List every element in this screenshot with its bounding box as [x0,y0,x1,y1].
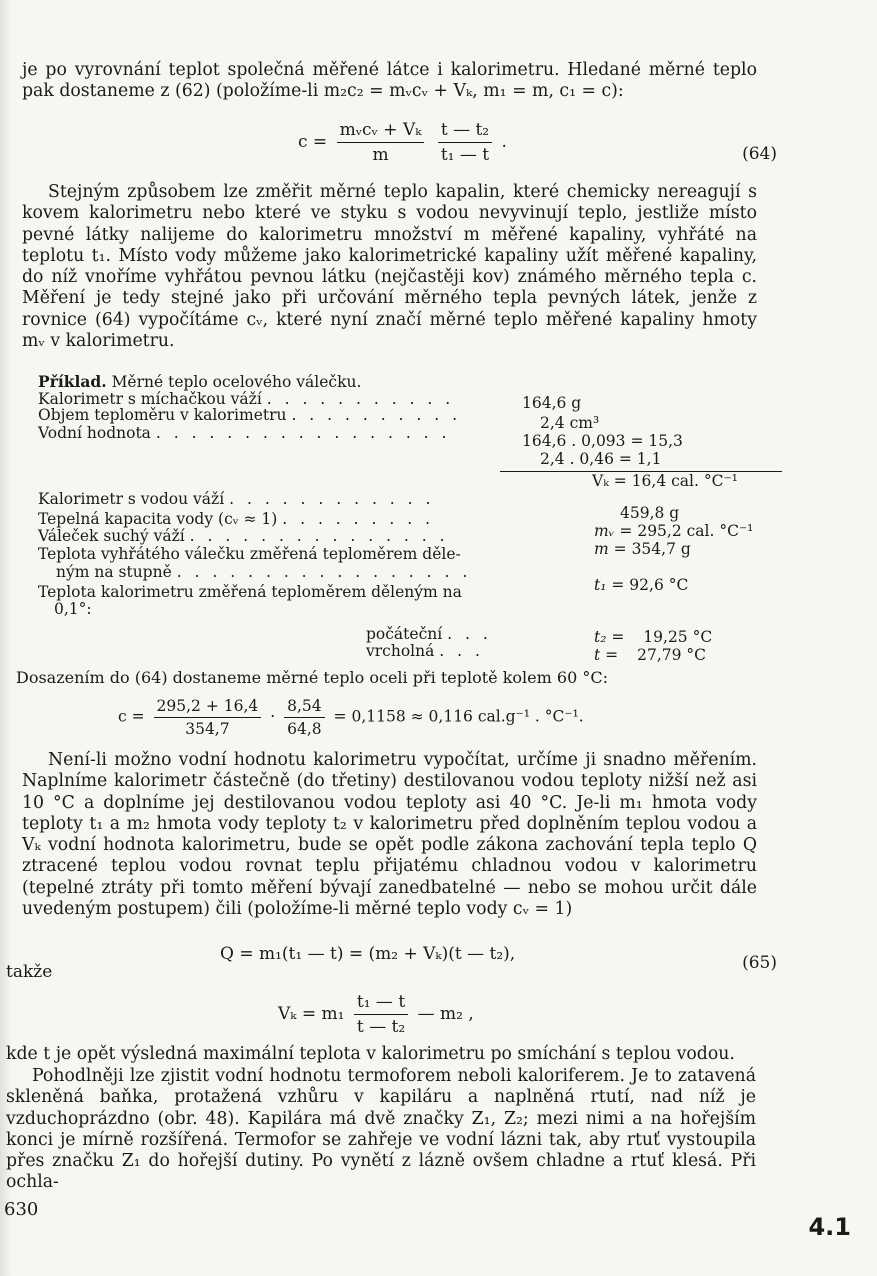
example-vk-total: Vₖ = 16,4 cal. °C⁻¹ [592,472,738,490]
example-row-4 [38,490,434,508]
vk-fraction [354,992,408,1037]
example-row-value: 164,6 g [522,394,582,412]
example-peak-label [366,642,484,660]
example-row-value: 2,4 cm³ [540,414,600,432]
eq64-num2: t — t₂ [438,120,492,143]
example-row-9: Teplota kalorimetru změřená teploměrem děleným na [38,583,462,601]
eq64-den1: m [372,145,389,165]
example-row-10: 0,1°: [54,600,92,618]
vk-num: t₁ — t [354,992,408,1015]
example-title-text: Měrné teplo ocelového válečku. [111,373,362,391]
result-dot: · [270,707,276,726]
example-row-label: Vodní hodnota [38,424,151,442]
eq64-den2: t₁ — t [440,145,490,165]
example-row-label: Tepelná kapacita vody (cᵥ ≈ 1) [38,510,278,528]
example-row-7: Teplota vyhřátého válečku změřená teploměrem děle- [38,545,461,563]
value: 295,2 cal. °C⁻¹ [637,522,754,540]
eq64-tail: . [501,132,507,152]
leader-dots: . . . . . . . . . . . . [229,490,435,508]
result-fraction-1 [154,697,262,738]
substitution-text: Dosazením do (64) dostaneme měrné teplo oceli při teplotě kolem 60 °C: [16,668,608,687]
value: 92,6 °C [629,576,689,594]
equation-64 [298,120,507,165]
example-row-2 [38,406,461,424]
page-number: 630 [4,1199,39,1220]
signature-mark: 4.1 [808,1213,851,1241]
example-row-8 [56,563,471,581]
leader-dots: . . . . . . . . . . [291,406,462,424]
leader-dots: . . . . . . . . . . . . . . . . . [155,424,451,442]
example-row-label: Objem teploměru v kalorimetru [38,406,287,424]
label: vrcholná [366,642,435,660]
vk-lhs: Vₖ = m₁ [278,1004,345,1024]
paragraph-water-equivalent: Není-li možno vodní hodnotu kalorimetru vypočítat, určíme ji snadno měřením. Naplníme kalorimetr částečně (do třetiny) destilovanou vodou teploty nižší než asi 10 °C a doplníme jej destilovanou vodou teploty asi 40 °C. Je-li m₁ hmota vody teploty t₁ a m₂ hmota vody teploty t₂ v kalorimetru před doplněním teplou vodou a Vₖ vodní hodnota kalorimetru, bude se opět podle zákona zachování tepla teplo Q ztracené teplou vodou rovnat teplu přijatému chladnou vodou v kalorimetru (tepelné ztráty při tomto měření bývají zanedbatelné — nebo se mohou určit dále uvedeným postupem) čili (položíme-li měrné teplo vody cᵥ = 1) [22,750,757,920]
eq64-num1: mᵥcᵥ + Vₖ [337,120,425,143]
leader-dots: . . . [447,625,492,643]
example-row-value: 459,8 g [620,504,680,522]
result-num1: 295,2 + 16,4 [154,697,262,718]
example-row-value [594,576,688,594]
example-row-value [594,522,753,540]
equation-vk [278,992,474,1037]
example-calc-2: 2,4 . 0,46 = 1,1 [540,450,662,468]
example-title-bold: Příklad. [38,372,107,391]
paragraph-thermophore: Pohodlněji lze zjistit vodní hodnotu termoforem neboli kaloriferem. Je to zatavená skleněná baňka, protažená vzhůru v kapiláru a naplněná rtutí, nad níž je vzduchoprázdno (obr. 48). Kapilára má dvě značky Z₁, Z₂; mezi nimi a na hořejším konci je mírně rozšířená. Termofor se zahřeje ve vodní lázni tak, aby rtuť vystoupila přes značku Z₁ do hořejší dutiny. Po vynětí z lázně ovšem chladne a rtuť klesá. Při ochla- [6,1066,756,1193]
example-peak-value [594,646,706,664]
example-row-label: Kalorimetr s vodou váží [38,490,225,508]
symbol: m = [594,540,627,558]
eq64-fraction-2 [438,120,492,165]
equation-number-64: (64) [742,144,777,164]
symbol: t₂ = [594,628,625,646]
eq64-fraction-1 [337,120,425,165]
example-row-6 [38,527,449,545]
example-start-value [594,628,712,646]
result-fraction-2 [284,697,325,738]
symbol: mᵥ = [594,522,633,540]
symbol: t₁ = [594,576,625,594]
example-title [38,372,361,391]
example-row-value: 164,6 . 0,093 = 15,3 [522,432,683,450]
symbol: t = [594,646,619,664]
value: 19,25 °C [643,628,713,646]
vk-rhs: — m₂ , [417,1004,474,1024]
example-row-3 [38,424,450,442]
value: 354,7 g [631,540,691,558]
leader-dots: . . . . . . . . . . . [266,390,455,408]
leader-dots: . . . . . . . . . . . . . . . . . [176,563,472,581]
example-row-label: Váleček suchý váží [38,527,185,545]
paragraph-liquids: Stejným způsobem lze změřit měrné teplo kapalin, které chemicky nereagují s kovem kalorimetru nebo které ve styku s vodou nevyvinují teplo, jestliže místo pevné látky nalijeme do kalorimetru množství m měřené kapaliny, vyhřáté na teplotu t₁. Místo vody můžeme jako kalorimetrické kapaliny užít měřené kapaliny, do níž vnoříme vyhřátou pevnou látku (nejčastěji kov) známého měrného tepla c. Měření je tedy stejné jako při určování měrného tepla pevných látek, jenže z rovnice (64) vypočítáme cᵥ, které nyní značí měrné teplo měřené kapaliny hmoty mᵥ v kalorimetru. [22,182,757,352]
example-row-value [594,540,691,558]
equation-number-65: (65) [742,953,777,973]
result-equation [118,697,584,738]
result-rhs: = 0,1158 ≈ 0,116 cal.g⁻¹ . °C⁻¹. [333,707,584,726]
equation-65: Q = m₁(t₁ — t) = (m₂ + Vₖ)(t — t₂), [220,944,516,964]
example-row-label: Kalorimetr s míchačkou váží [38,390,262,408]
eq64-lhs: c = [298,132,328,152]
paragraph-final-temp: kde t je opět výsledná maximální teplota v kalorimetru po smíchání s teplou vodou. [6,1044,735,1064]
label: počáteční [366,625,443,643]
result-den2: 64,8 [287,720,322,738]
takze-word: takže [6,962,53,982]
example-row-label: ným na stupně [56,563,172,581]
paragraph-intro: je po vyrovnání teplot společná měřené látce i kalorimetru. Hledané měrné teplo pak dostaneme z (62) (položíme-li m₂c₂ = mᵥcᵥ + Vₖ, m₁ = m, c₁ = c): [22,60,757,102]
leader-dots: . . . [439,642,484,660]
leader-dots: . . . . . . . . . . . . . . . [189,527,449,545]
result-den1: 354,7 [185,720,230,738]
leader-dots: . . . . . . . . . [282,510,434,528]
example-start-label [366,625,492,643]
vk-den: t — t₂ [356,1017,406,1037]
example-row-5 [38,510,434,528]
result-lhs: c = [118,707,145,726]
result-num2: 8,54 [284,697,325,718]
value: 27,79 °C [637,646,707,664]
